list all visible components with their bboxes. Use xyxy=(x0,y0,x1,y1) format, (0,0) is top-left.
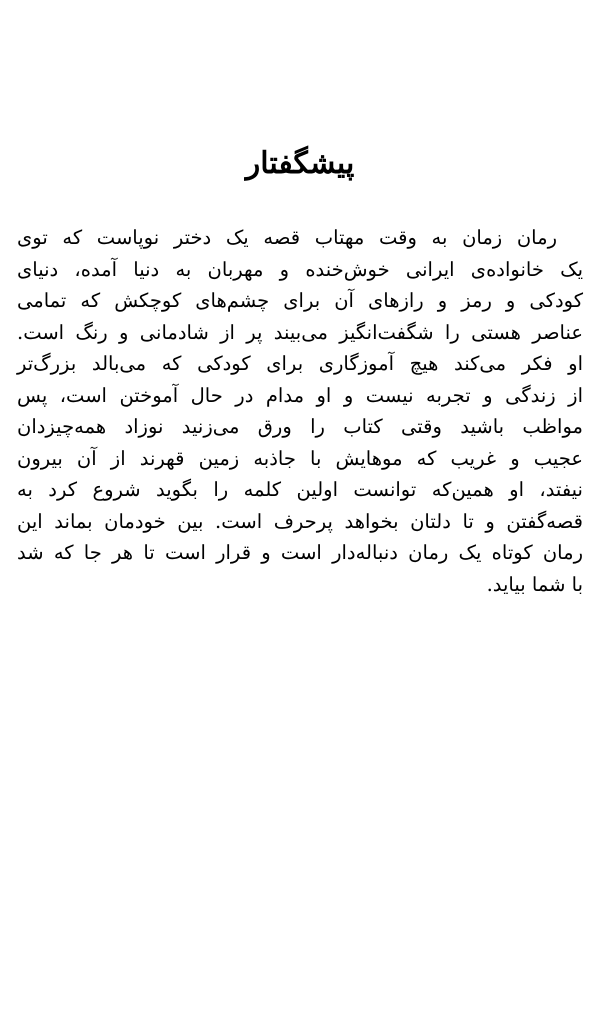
text-line: با شما بیاید. xyxy=(486,572,583,596)
preface-paragraph xyxy=(17,222,583,600)
text-line: عجیب و غریب که موهایش با جاذبه زمین قهرند از آن بیرون xyxy=(17,446,583,470)
text-line: یک خانواده‌ی ایرانی خوش‌خنده و مهربان به دنیا آمده، دنیای xyxy=(17,257,583,281)
page-title: پیشگفتار xyxy=(245,146,355,181)
text-line: عناصر هستی را شگفت‌انگیز می‌بیند پر از شادمانی و رنگ است. xyxy=(17,320,583,344)
text-line: از زندگی و تجربه نیست و او مدام در حال آموختن است، پس xyxy=(17,383,583,407)
text-line: او فکر می‌کند هیچ آموزگاری برای کودکی که می‌بالد بزرگ‌تر xyxy=(17,352,583,375)
text-line: رمان کوتاه یک رمان دنباله‌دار است و قرار است تا هر جا که شد xyxy=(17,541,583,564)
text-line: قصه‌گفتن و تا دلتان بخواهد پرحرف است. بین خودمان بماند این xyxy=(17,509,583,533)
text-line: نیفتد، او همین‌که توانست اولین کلمه را بگوید شروع کرد به xyxy=(17,478,583,501)
text-line: مواظب باشید وقتی کتاب را ورق می‌زنید نوزاد همه‌چیزدان xyxy=(17,415,583,438)
text-line: کودکی و رمز و رازهای آن برای چشم‌های کوچکش که تمامی xyxy=(17,289,583,312)
text-line: رمان زمان به وقت مهتاب قصه یک دختر نوپاست که توی xyxy=(17,226,557,249)
